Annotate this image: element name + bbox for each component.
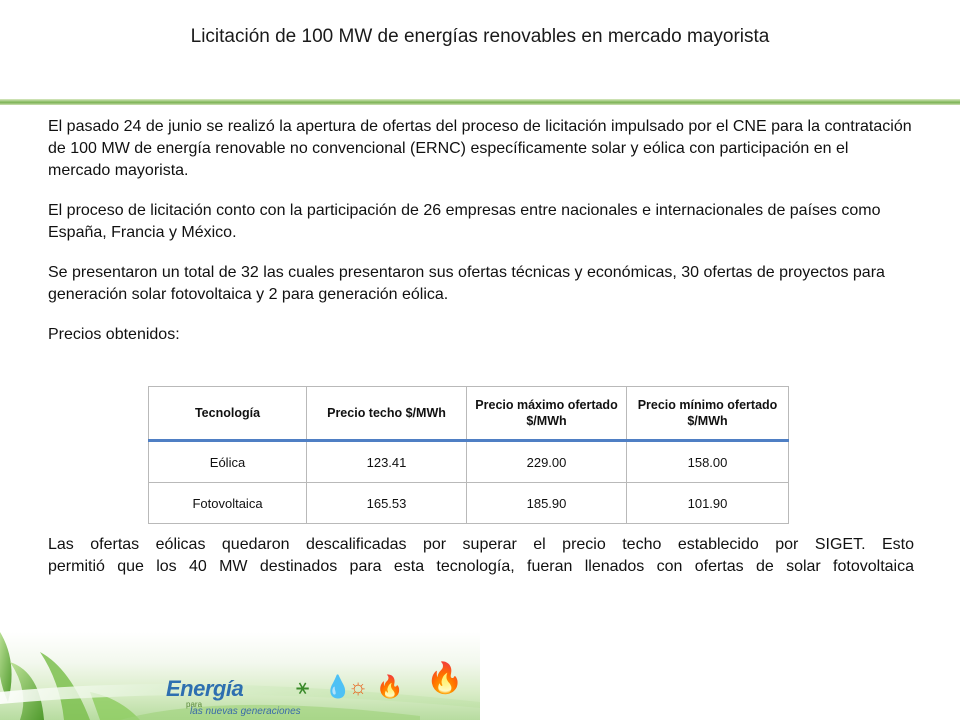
table-row xyxy=(149,483,789,524)
cell-precio-techo: 123.41 xyxy=(307,441,467,483)
prices-table xyxy=(148,386,789,524)
brand-tagline: las nuevas generaciones xyxy=(190,706,301,717)
header-precio-maximo: Precio máximo ofertado $/MWh xyxy=(467,387,627,441)
cell-precio-minimo: 158.00 xyxy=(627,441,789,483)
cell-precio-maximo: 229.00 xyxy=(467,441,627,483)
table-row xyxy=(149,441,789,483)
cell-precio-minimo: 101.90 xyxy=(627,483,789,524)
brand-tagline-para: para xyxy=(186,700,203,709)
conclusion-paragraph xyxy=(48,534,914,578)
header-tecnologia: Tecnología xyxy=(149,387,307,441)
paragraph-precios-heading: Precios obtenidos: xyxy=(48,326,180,343)
paragraph-apertura: El pasado 24 de junio se realizó la apertura de ofertas del proceso de licitación impulsado por el CNE para la contratación de 100 MW de energía renovable no convencional (ERNC) específicamente solar y eólica con participación en el mercado mayorista. xyxy=(48,118,912,179)
paragraph-ofertas: Se presentaron un total de 32 las cuales presentaron sus ofertas técnicas y económicas, 30 ofertas de proyectos para generación solar fotovoltaica y 2 para generación eólica. xyxy=(48,264,885,303)
cell-precio-maximo: 185.90 xyxy=(467,483,627,524)
wind-turbine-icon: ⚹ xyxy=(296,674,310,699)
paragraph-participacion: El proceso de licitación conto con la participación de 26 empresas entre nacionales e internacionales de países como España, Francia y México. xyxy=(48,202,881,241)
water-drop-icon: 💧 xyxy=(324,674,352,699)
header-precio-techo: Precio techo $/MWh xyxy=(307,387,467,441)
footer-banner xyxy=(0,632,480,720)
page-title: Licitación de 100 MW de energías renovables en mercado mayorista xyxy=(190,26,770,47)
conclusion-line: Las ofertas eólicas quedaron descalificadas por superar el precio techo establecido por SIGET. Esto xyxy=(48,536,914,553)
conclusion-line: permitió que los 40 MW destinados para esta tecnología, fueran llenados con ofertas de solar fotovoltaica xyxy=(48,558,914,575)
brand-logo-text: Energía xyxy=(166,676,244,701)
fire-icon: 🔥 xyxy=(376,674,404,699)
header-precio-minimo: Precio mínimo ofertado $/MWh xyxy=(627,387,789,441)
cell-precio-techo: 165.53 xyxy=(307,483,467,524)
cell-tecnologia: Fotovoltaica xyxy=(149,483,307,524)
header-divider xyxy=(0,99,960,105)
cell-tecnologia: Eólica xyxy=(149,441,307,483)
flame-icon: 🔥 xyxy=(426,662,464,695)
body-text xyxy=(48,116,914,346)
sun-icon: ☼ xyxy=(348,674,369,699)
table-header-row xyxy=(149,387,789,441)
